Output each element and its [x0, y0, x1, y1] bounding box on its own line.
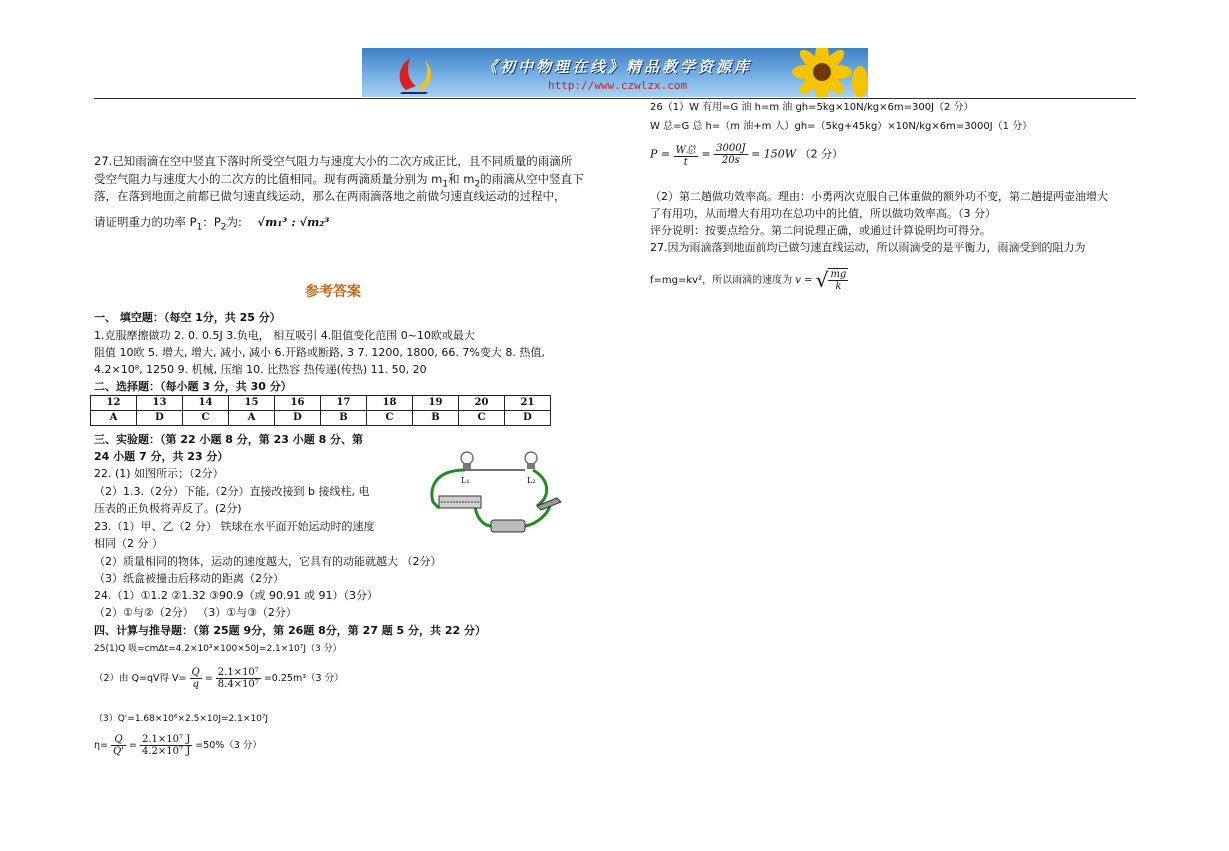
q26-line2: W 总=G 总 h=（m 油+m 人）gh=（5kg+45kg）×10N/kg×6m=3000J（1 分） — [650, 121, 1033, 132]
q-answer: C — [367, 411, 413, 426]
q-answer: D — [505, 411, 551, 426]
bulb-base-icon — [463, 463, 471, 469]
sec2-heading: 二、选择题：（每小题 3 分，共 30 分） — [94, 380, 292, 393]
q27-line1: 27.已知雨滴在空中竖直下落时所受空气阻力与速度大小的二次方成正比，且不同质量的雨滴所 — [94, 154, 573, 168]
q-number: 13 — [137, 396, 183, 411]
banner-url[interactable]: http://www.czwlzx.com — [548, 79, 688, 92]
sec3-heading-2: 24 小题 7 分，共 23 分） — [94, 450, 229, 463]
circuit-diagram — [425, 440, 575, 540]
q26-line3: （2）第二趟做功效率高。理由：小勇两次克服自己体重做的额外功不变，第二趟提两壶油增大 — [650, 190, 1108, 203]
q26-line1: 26（1）W 有用=G 油 h=m 油 gh=5kg×10N/kg×6m=300J（2 分） — [650, 102, 974, 113]
header-banner — [362, 48, 868, 97]
q-number: 14 — [183, 396, 229, 411]
q27-answer-line1: 27.因为雨滴落到地面前均已做匀速直线运动，所以雨滴受的是平衡力，雨滴受到的阻力为 — [650, 241, 1086, 254]
q23-line2: 相同（2 分 ） — [94, 537, 163, 550]
q27-line3: 落，在落到地面之前都已做匀速直线运动，那么在两雨滴落地之前做匀速直线运动的过程中， — [94, 189, 566, 203]
q-answer: A — [229, 411, 275, 426]
q26-line4: 了有用功，从而增大有用功在总功中的比值，所以做功效率高。（3 分） — [650, 207, 996, 220]
sec3-heading-1: 三、实验题：（第 22 小题 8 分，第 23 小题 8 分、第 — [94, 433, 364, 446]
q26-power-formula: P = $\frac{\text{W总}}{t}$ = $\frac{3000J}{20s}$ = 150W （2 分） — [650, 143, 844, 168]
sec4-heading: 四、计算与推导题：（第 25题 9分，第 26题 8分，第 27 题 5 分，共 22 分） — [94, 624, 486, 637]
q-answer: D — [137, 411, 183, 426]
bulb-icon — [525, 452, 537, 464]
q-answer: C — [183, 411, 229, 426]
header-rule — [94, 98, 1136, 99]
q24-line2: （2）①与②（2分） （3）①与③（2分） — [94, 606, 297, 619]
q-number: 16 — [275, 396, 321, 411]
q-number: 15 — [229, 396, 275, 411]
q-number: 18 — [367, 396, 413, 411]
banner-title: 《初中物理在线》精品教学资源库 — [482, 58, 753, 76]
battery-icon — [491, 520, 525, 532]
table-row — [91, 411, 551, 426]
table-row — [91, 396, 551, 411]
q25-part1: 25(1)Q 吸=cmΔt=4.2×10³×100×50J=2.1×10⁷J（3 分） — [94, 644, 342, 654]
circuit-label-l2: L₂ — [527, 476, 536, 485]
q26-scoring-note: 评分说明：按要点给分。第二问说理正确，或通过计算说明均可得分。 — [650, 224, 991, 237]
q22-line2: （2）1.3.（2分）下能,（2分）直接改接到 b 接线柱, 电 — [94, 485, 370, 498]
bulb-base-icon — [527, 463, 535, 469]
answer-title: 参考答案 — [305, 284, 361, 300]
q-answer: B — [321, 411, 367, 426]
circuit-label-l1: L₁ — [461, 476, 470, 485]
q25-part2: （2）由 Q=qV得 V= $\frac{Q}{q}$ = $\frac{\text{2.1×10⁷}}{\text{8.4×10⁷}}$ =0.25m³（3 分） — [94, 667, 344, 690]
q27-line4: 请证明重力的功率 $P_1$：$P_2$为: √m₁³ : √m₂³ — [94, 215, 330, 233]
sunflower-icon — [772, 48, 868, 97]
power-ratio: √m₁³ : √m₂³ — [257, 215, 330, 229]
q-number: 21 — [505, 396, 551, 411]
answer-table — [90, 395, 551, 426]
q-number: 19 — [413, 396, 459, 411]
sec1-line2: 阻值 10欧 5. 增大, 增大, 减小, 减小 6.开路或断路, 3 7. 1200, 1800, 66. 7%变大 8. 热值, — [94, 346, 545, 359]
sec1-heading: 一、 填空题：（每空 1分，共 25 分） — [94, 311, 281, 324]
q27-answer-line2: f=mg=kv²，所以雨滴的速度为 v = √ $\frac{mg}{k}$ — [650, 268, 847, 292]
q-number: 12 — [91, 396, 137, 411]
logo-icon — [388, 52, 438, 94]
q22-line3: 压表的正负极将弄反了。(2分) — [94, 502, 242, 515]
sec1-line1: 1.克服摩擦做功 2. 0. 0.5J 3.负电， 相互吸引 4.阻值变化范围 0~10欧或最大 — [94, 329, 475, 342]
q23-line3: （2）质量相同的物体，运动的速度越大，它具有的动能就越大 （2分） — [94, 555, 442, 568]
sec1-line3: 4.2×10⁸, 1250 9. 机械, 压缩 10. 比热容 热传递(传热) 11. 50, 20 — [94, 363, 427, 376]
q24-line1: 24.（1）①1.2 ②1.32 ③90.9（或 90.91 或 91）（3分） — [94, 589, 379, 602]
q-number: 20 — [459, 396, 505, 411]
q25-part3: （3）Q'=1.68×10⁶×2.5×10J=2.1×10⁷J — [94, 714, 269, 724]
q23-line4: （3）纸盒被撞击后移动的距离（2分） — [94, 572, 284, 585]
q-answer: D — [275, 411, 321, 426]
q-answer: A — [91, 411, 137, 426]
q22-line1: 22. (1) 如图所示；（2分） — [94, 467, 224, 480]
q27-line2: 受空气阻力与速度大小的二次方的比值相同。现有两滴质量分别为 $m_1$和 $m_2$的雨滴从空中竖直下 — [94, 172, 584, 190]
bulb-icon — [461, 452, 473, 464]
q-answer: C — [459, 411, 505, 426]
q23-line1: 23.（1）甲、乙（2 分） 铁球在水平面开始运动时的速度 — [94, 520, 375, 533]
q-answer: B — [413, 411, 459, 426]
q25-part4: η= $\frac{Q}{Q'}$ = $\frac{\text{2.1×10⁷ J}}{\text{4.2×10⁷ J}}$ =50%（3 分） — [94, 734, 262, 757]
q-number: 17 — [321, 396, 367, 411]
